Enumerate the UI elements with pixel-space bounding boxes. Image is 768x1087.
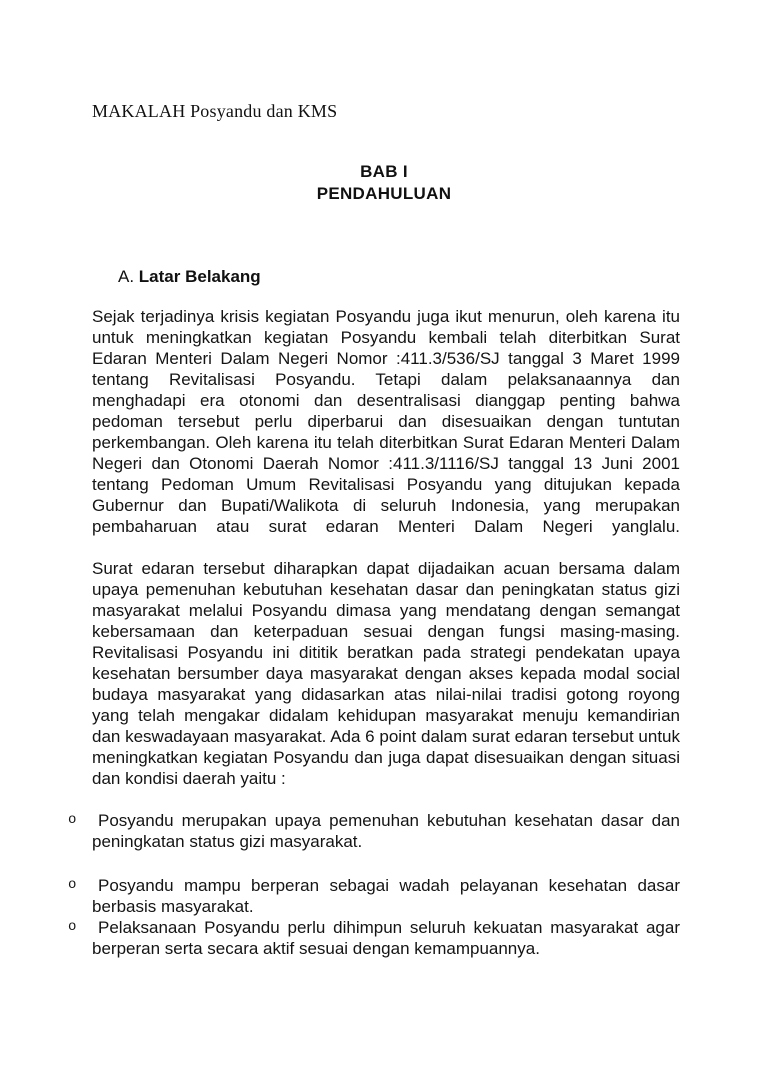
list-item xyxy=(68,875,680,917)
paragraph-background-1: Sejak terjadinya krisis kegiatan Posyandu juga ikut menurun, oleh karena itu untuk meningkatkan kegiatan Posyandu kembali telah diterbitkan Surat Edaran Menteri Dalam Negeri Nomor :411.3/536/SJ tanggal 3 Maret 1999 tentang Revitalisasi Posyandu. Tetapi dalam pelaksanaannya dan menghadapi era otonomi dan desentralisasi dianggap penting bahwa pedoman tersebut perlu diperbarui dan disesuaikan dengan tuntutan perkembangan. Oleh karena itu telah diterbitkan Surat Edaran Menteri Dalam Negeri dan Otonomi Daerah Nomor :411.3/1116/SJ tanggal 13 Juni 2001 tentang Pedoman Umum Revitalisasi Posyandu yang ditujukan kepada Gubernur dan Bupati/Walikota di seluruh Indonesia, yang merupakan pembaharuan atau surat edaran Menteri Dalam Negeri yanglalu. xyxy=(92,307,680,536)
bullet-circle-icon: o xyxy=(68,877,77,893)
list-item xyxy=(68,917,680,959)
bullet-text: Pelaksanaan Posyandu perlu dihimpun seluruh kekuatan masyarakat agar berperan serta secara aktif sesuai dengan kemampuannya. xyxy=(92,918,680,958)
bullet-text: Posyandu merupakan upaya pemenuhan kebutuhan kesehatan dasar dan peningkatan status gizi masyarakat. xyxy=(92,811,680,851)
paragraph-background-2: Surat edaran tersebut diharapkan dapat dijadaikan acuan bersama dalam upaya pemenuhan kebutuhan kesehatan dasar dan peningkatan status gizi masyarakat melalui Posyandu dimasa yang mendatang dengan semangat kebersamaan dan keterpaduan sesuai dengan fungsi masing-masing. Revitalisasi Posyandu ini dititik beratkan pada strategi pendekatan upaya kesehatan bersumber daya masyarakat dengan akses kepada modal social budaya masyarakat yang didasarkan atas nilai-nilai tradisi gotong royong yang telah mengakar didalam kehidupan masyarakat menuju kemandirian dan keswadayaan masyarakat. Ada 6 point dalam surat edaran tersebut untuk meningkatkan kegiatan Posyandu dan juga dapat disesuaikan dengan situasi dan kondisi daerah yaitu : xyxy=(92,559,680,788)
bullet-list xyxy=(68,810,680,959)
document-header xyxy=(92,101,337,122)
section-heading xyxy=(118,267,261,287)
bullet-circle-icon: o xyxy=(68,919,77,935)
section-label: A. xyxy=(118,267,135,286)
document-title: MAKALAH Posyandu dan KMS xyxy=(92,101,338,121)
bullet-text: Posyandu mampu berperan sebagai wadah pelayanan kesehatan dasar berbasis masyarakat. xyxy=(92,876,680,916)
bullet-circle-icon: o xyxy=(68,812,77,828)
body-content xyxy=(68,306,680,959)
chapter-number: BAB I xyxy=(360,162,408,181)
chapter-heading xyxy=(0,161,768,205)
chapter-title: PENDAHULUAN xyxy=(316,184,452,203)
list-item xyxy=(68,810,680,852)
section-title: Latar Belakang xyxy=(138,267,261,286)
